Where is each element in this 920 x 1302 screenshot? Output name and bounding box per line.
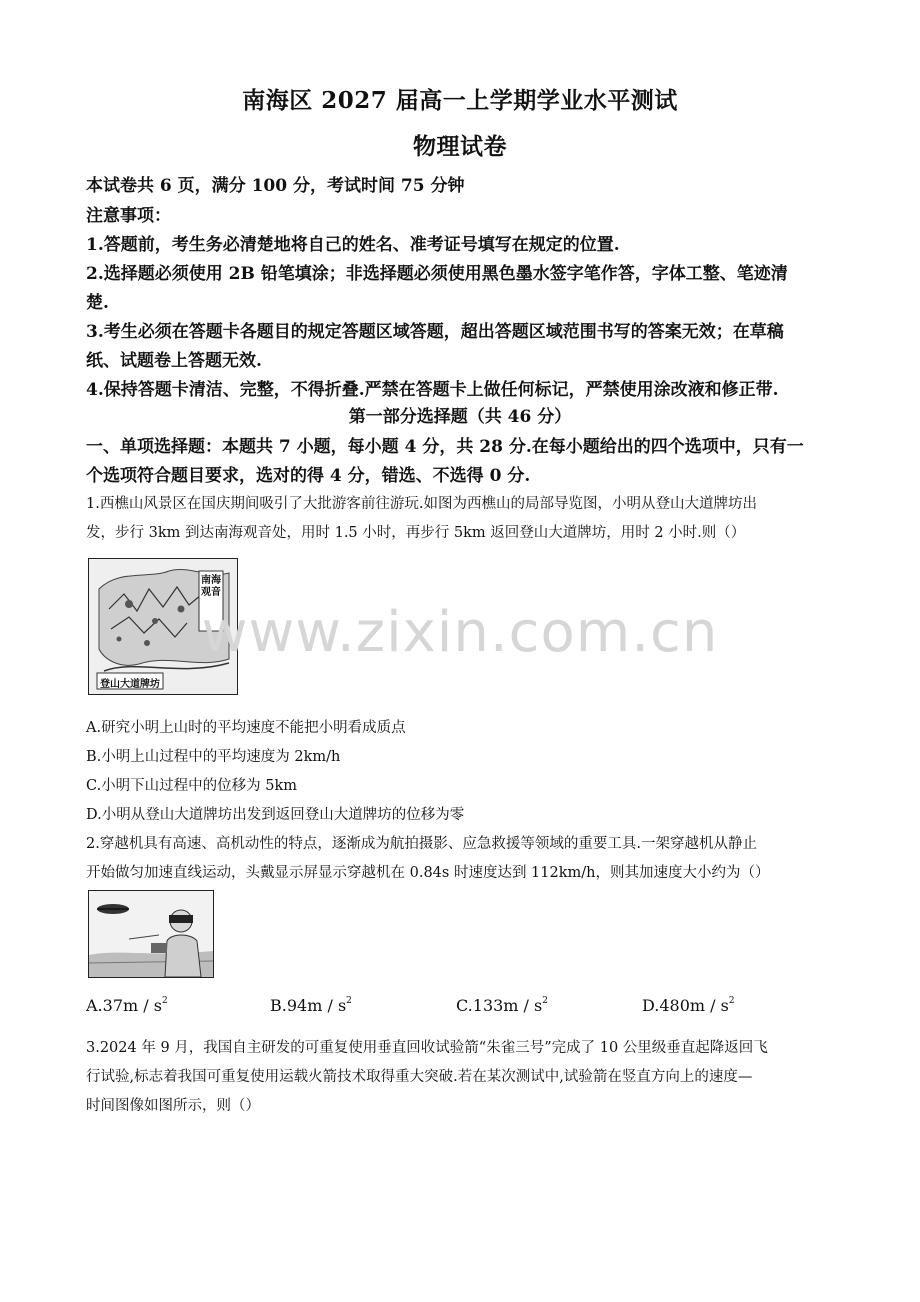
q1-map-figure [88, 558, 238, 695]
drone-pilot-illustration [89, 891, 213, 977]
q2-stem: 2.穿越机具有高速、高机动性的特点，逐渐成为航拍摄影、应急救援等领域的重要工具.一架穿越机从静止 [86, 836, 757, 852]
notice-item-1: 1.答题前，考生务必清楚地将自己的姓名、准考证号填写在规定的位置. [86, 235, 620, 255]
notice-item-2: 2.选择题必须使用 2B 铅笔填涂；非选择题必须使用黑色墨水签字笔作答，字体工整、笔迹清 [86, 264, 788, 284]
q1-option-c: C.小明下山过程中的位移为 5km [86, 778, 298, 794]
q3-stem-cont: 行试验,标志着我国可重复使用运载火箭技术取得重大突破.若在某次测试中,试验箭在竖直方向上的速度— [86, 1069, 753, 1085]
exam-title: 南海区 2027 届高一上学期学业水平测试 [242, 87, 678, 114]
section-instructions-cont: 个选项符合题目要求，选对的得 4 分，错选、不选得 0 分. [86, 466, 531, 486]
q2-option-d: $D.480m / s^2$ [642, 996, 735, 1015]
q2-option-b: $B.94m / s^2$ [270, 996, 352, 1015]
q2-stem-cont: 开始做匀加速直线运动，头戴显示屏显示穿越机在 0.84s 时速度达到 112km/h，则其加速度大小约为（） [86, 865, 770, 881]
exam-subtitle: 物理试卷 [413, 133, 507, 160]
q2-option-a: $A.37m / s^2$ [86, 996, 168, 1015]
q3-stem: 3.2024 年 9 月，我国自主研发的可重复使用垂直回收试验箭“朱雀三号”完成了 10 公里级垂直起降返回飞 [86, 1040, 768, 1056]
q1-option-a: A.研究小明上山时的平均速度不能把小明看成质点 [86, 720, 406, 736]
q1-option-d: D.小明从登山大道牌坊出发到返回登山大道牌坊的位移为零 [86, 807, 465, 823]
notice-label: 注意事项： [86, 206, 171, 226]
q2-option-c: $C.133m / s^2$ [456, 996, 548, 1015]
map-label-guanyin: 南海观音 [201, 575, 221, 598]
map-label-gate: 登山大道牌坊 [100, 679, 160, 690]
exam-info: 本试卷共 6 页，满分 100 分，考试时间 75 分钟 [86, 176, 465, 196]
q3-stem-cont-2: 时间图像如图所示，则（） [86, 1098, 260, 1114]
part-heading: 第一部分选择题（共 46 分） [348, 407, 572, 427]
notice-item-3-cont: 纸、试题卷上答题无效. [86, 351, 262, 371]
notice-item-2-cont: 楚. [86, 293, 109, 313]
notice-item-4: 4.保持答题卡清洁、完整，不得折叠.严禁在答题卡上做任何标记，严禁使用涂改液和修正带. [86, 380, 779, 400]
q2-drone-figure [88, 890, 214, 978]
q1-stem: 1.西樵山风景区在国庆期间吸引了大批游客前往游玩.如图为西樵山的局部导览图，小明从登山大道牌坊出 [86, 496, 757, 512]
watermark: www.zixin.com.cn [201, 600, 719, 665]
q1-option-b: B.小明上山过程中的平均速度为 2km/h [86, 749, 341, 765]
q1-stem-cont: 发，步行 3km 到达南海观音处，用时 1.5 小时，再步行 5km 返回登山大道牌坊，用时 2 小时.则（） [86, 525, 746, 541]
notice-item-3: 3.考生必须在答题卡各题目的规定答题区域答题，超出答题区域范围书写的答案无效；在草稿 [86, 322, 784, 342]
section-instructions: 一、单项选择题：本题共 7 小题，每小题 4 分，共 28 分.在每小题给出的四个选项中，只有一 [86, 437, 804, 457]
